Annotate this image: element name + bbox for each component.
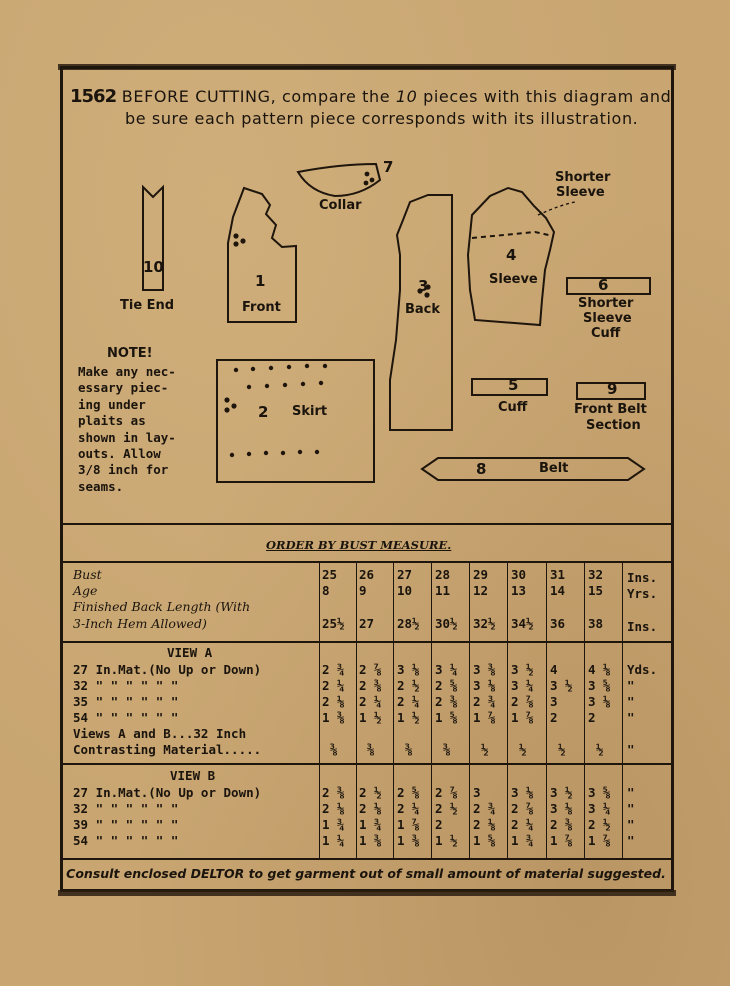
- shorter-sleeve-cuff-number: 6: [598, 276, 609, 294]
- view-a-unit: ": [627, 678, 635, 693]
- back-label: Back: [405, 302, 441, 317]
- view-b-value: 2 ½: [435, 801, 458, 816]
- shorter-sleeve-label-2: Sleeve: [556, 185, 605, 200]
- collar-number: 7: [383, 158, 394, 176]
- skirt-label: Skirt: [292, 404, 328, 419]
- bust-value: 30: [511, 567, 527, 582]
- table-top-divider: [63, 523, 671, 525]
- bust-label: Bust: [73, 567, 102, 582]
- view-a-value: 2: [550, 710, 558, 725]
- view-b-value: 1 ¼: [322, 833, 345, 848]
- view-a-value: 2 ⅜: [359, 678, 382, 693]
- age-label: Age: [73, 583, 98, 598]
- shorter-sleeve-cuff-label-3: Cuff: [591, 326, 621, 341]
- view-a-value: 2 ½: [397, 678, 420, 693]
- finished-length-label-1: Finished Back Length (With: [73, 599, 251, 614]
- view-b-title: VIEW B: [170, 768, 216, 783]
- unit-ins: Ins.: [627, 619, 658, 634]
- contrast-value: ½: [519, 742, 527, 757]
- bust-value: 26: [359, 567, 375, 582]
- view-b-value: 1 ¾: [322, 817, 345, 832]
- view-a-value: 1 ½: [359, 710, 382, 725]
- view-b-unit: ": [627, 785, 635, 800]
- length-value: 28½: [397, 616, 420, 631]
- view-b-unit: ": [627, 833, 635, 848]
- view-a-value: 2 ⅞: [359, 662, 382, 677]
- belt-number: 8: [476, 460, 487, 478]
- sleeve-label: Sleeve: [489, 272, 538, 287]
- piece-count: 10: [395, 87, 418, 106]
- view-b-value: 2 ½: [359, 785, 382, 800]
- contrast-value: ½: [558, 742, 566, 757]
- view-a-value: 2 ⅛: [322, 694, 345, 709]
- view-b-value: 1 ½: [435, 833, 458, 848]
- contrast-label-2: Contrasting Material.....: [73, 742, 262, 757]
- view-b-unit: ": [627, 801, 635, 816]
- view-a-value: 3 ⅛: [397, 662, 420, 677]
- view-b-value: 2 ⅞: [435, 785, 458, 800]
- view-a-value: 4 ⅛: [588, 662, 611, 677]
- belt-piece: [422, 458, 644, 480]
- header-line-1: 1562 BEFORE CUTTING, compare the 10 pieces with this diagram and: [70, 86, 672, 107]
- skirt-piece: [217, 360, 374, 482]
- back-number: 3: [418, 277, 429, 295]
- view-b-value: 2 ½: [588, 817, 611, 832]
- view-a-row-4-label: 54 " " " " " ": [73, 710, 179, 725]
- view-a-value: 3 ½: [550, 678, 573, 693]
- footer-rule: [63, 858, 671, 860]
- view-b-value: 2 ⅜: [550, 817, 573, 832]
- view-a-row-1-label: 27 In.Mat.(No Up or Down): [73, 662, 262, 677]
- view-b-value: 2 ⅝: [397, 785, 420, 800]
- front-number: 1: [255, 272, 266, 290]
- view-a-value: 1 ⅜: [322, 710, 345, 725]
- age-value: 12: [473, 583, 489, 598]
- view-a-value: 3 ⅛: [588, 694, 611, 709]
- shorter-sleeve-label-1: Shorter: [555, 170, 611, 185]
- shorter-sleeve-line: [472, 232, 553, 238]
- table-title: ORDER BY BUST MEASURE.: [266, 538, 452, 552]
- length-value: 30½: [435, 616, 458, 631]
- table-header-rule: [63, 561, 671, 563]
- view-a-unit: Yds.: [627, 662, 658, 677]
- view-a-row-3-label: 35 " " " " " ": [73, 694, 179, 709]
- bust-value: 27: [397, 567, 413, 582]
- view-b-value: 3 ⅛: [511, 785, 534, 800]
- view-b-value: 1 ⅞: [397, 817, 420, 832]
- view-b-value: 3 ⅝: [588, 785, 611, 800]
- view-a-value: 1 ⅝: [435, 710, 458, 725]
- view-a-value: 2 ⅞: [511, 694, 534, 709]
- contrast-unit: ": [627, 742, 635, 757]
- pattern-number: 1562: [70, 86, 117, 107]
- view-b-value: 1 ⅜: [397, 833, 420, 848]
- view-a-rule: [63, 641, 671, 643]
- header-line-2: be sure each pattern piece corresponds with its illustration.: [125, 109, 639, 128]
- view-a-value: 1 ⅞: [511, 710, 534, 725]
- age-value: 11: [435, 583, 451, 598]
- view-b-unit: ": [627, 817, 635, 832]
- footer-deltor-note: Consult enclosed DELTOR to get garment out of small amount of material suggested.: [66, 866, 666, 881]
- view-a-value: 3 ½: [511, 662, 534, 677]
- view-a-value: 1 ⅞: [473, 710, 496, 725]
- header-before-cutting: BEFORE CUTTING,: [121, 87, 277, 106]
- length-value: 38: [588, 616, 604, 631]
- skirt-number: 2: [258, 403, 269, 421]
- view-b-value: 2 ¼: [511, 817, 534, 832]
- view-a-value: 2 ¼: [322, 678, 345, 693]
- view-a-value: 3 ¼: [435, 662, 458, 677]
- view-b-value: 2 ¾: [473, 801, 496, 816]
- view-a-value: 2 ¾: [473, 694, 496, 709]
- view-b-value: 3: [473, 785, 481, 800]
- view-b-row-4-label: 54 " " " " " ": [73, 833, 179, 848]
- contrast-value: ½: [596, 742, 604, 757]
- length-value: 27: [359, 616, 375, 631]
- front-belt-number: 9: [607, 380, 618, 398]
- view-a-unit: ": [627, 710, 635, 725]
- age-value: 9: [359, 583, 367, 598]
- bust-value: 29: [473, 567, 489, 582]
- view-b-value: 1 ⅜: [359, 833, 382, 848]
- view-a-value: 3 ⅝: [588, 678, 611, 693]
- view-a-unit: ": [627, 694, 635, 709]
- front-belt-label-2: Section: [586, 418, 641, 433]
- cuff-number: 5: [508, 376, 519, 394]
- view-a-row-2-label: 32 " " " " " ": [73, 678, 179, 693]
- sleeve-number: 4: [506, 246, 517, 264]
- view-b-value: 3 ½: [550, 785, 573, 800]
- age-value: 15: [588, 583, 604, 598]
- view-b-value: 1 ⅞: [588, 833, 611, 848]
- view-a-value: 3 ⅛: [473, 678, 496, 693]
- bust-value: 31: [550, 567, 566, 582]
- view-a-value: 3 ¼: [511, 678, 534, 693]
- tie-end-number: 10: [143, 258, 164, 276]
- view-b-value: 2 ⅛: [473, 817, 496, 832]
- view-b-value: 2 ¼: [397, 801, 420, 816]
- view-a-value: 2 ¼: [397, 694, 420, 709]
- view-a-value: 2 ⅝: [435, 678, 458, 693]
- view-a-value: 2: [588, 710, 596, 725]
- length-value: 25½: [322, 616, 345, 631]
- collar-piece: [298, 164, 380, 196]
- view-a-value: 3 ⅜: [473, 662, 496, 677]
- contrast-value: ⅜: [367, 742, 375, 757]
- bust-value: 28: [435, 567, 451, 582]
- finished-length-label-2: 3-Inch Hem Allowed): [73, 616, 207, 631]
- unit-ins: Ins.: [627, 570, 658, 585]
- view-a-value: 4: [550, 662, 558, 677]
- collar-label: Collar: [319, 198, 362, 213]
- contrast-label-1: Views A and B...32 Inch: [73, 726, 247, 741]
- view-a-value: 1 ½: [397, 710, 420, 725]
- length-value: 36: [550, 616, 566, 631]
- view-b-value: 2 ⅛: [322, 801, 345, 816]
- length-value: 34½: [511, 616, 534, 631]
- view-b-value: 2 ⅛: [359, 801, 382, 816]
- view-b-row-3-label: 39 " " " " " ": [73, 817, 179, 832]
- age-value: 14: [550, 583, 566, 598]
- shorter-sleeve-cuff-piece: [567, 278, 650, 294]
- contrast-value: ⅜: [443, 742, 451, 757]
- view-b-value: 2 ⅜: [322, 785, 345, 800]
- age-value: 13: [511, 583, 527, 598]
- cuff-label: Cuff: [498, 400, 528, 415]
- view-b-row-1-label: 27 In.Mat.(No Up or Down): [73, 785, 262, 800]
- front-belt-label-1: Front Belt: [574, 402, 647, 417]
- shorter-sleeve-cuff-label-1: Shorter: [578, 296, 634, 311]
- view-a-value: 2 ⅜: [435, 694, 458, 709]
- contrast-value: ⅜: [405, 742, 413, 757]
- view-b-value: 1 ⅞: [550, 833, 573, 848]
- unit-yrs: Yrs.: [627, 586, 658, 601]
- tie-end-label: Tie End: [120, 298, 175, 313]
- view-a-value: 2 ¼: [359, 694, 382, 709]
- bust-value: 32: [588, 567, 604, 582]
- note-body: Make any nec- essary piec- ing under plaits as shown in lay- outs. Allow 3/8 inch for seams.: [78, 364, 176, 494]
- view-b-rule: [63, 763, 671, 765]
- belt-label: Belt: [539, 461, 569, 476]
- view-b-value: 1 ¾: [359, 817, 382, 832]
- view-a-value: 3: [550, 694, 558, 709]
- shorter-sleeve-cuff-label-2: Sleeve: [583, 311, 632, 326]
- length-value: 32½: [473, 616, 496, 631]
- view-b-value: 1 ¾: [511, 833, 534, 848]
- view-b-value: 3 ⅛: [550, 801, 573, 816]
- note-title: NOTE!: [107, 346, 153, 361]
- view-b-value: 2: [435, 817, 443, 832]
- view-b-row-2-label: 32 " " " " " ": [73, 801, 179, 816]
- view-b-value: 1 ⅝: [473, 833, 496, 848]
- age-value: 8: [322, 583, 330, 598]
- front-label: Front: [242, 300, 281, 315]
- contrast-value: ½: [481, 742, 489, 757]
- bust-value: 25: [322, 567, 338, 582]
- view-b-value: 3 ¼: [588, 801, 611, 816]
- view-a-title: VIEW A: [167, 645, 213, 660]
- contrast-value: ⅜: [330, 742, 338, 757]
- view-b-value: 2 ⅞: [511, 801, 534, 816]
- view-a-value: 2 ¾: [322, 662, 345, 677]
- age-value: 10: [397, 583, 413, 598]
